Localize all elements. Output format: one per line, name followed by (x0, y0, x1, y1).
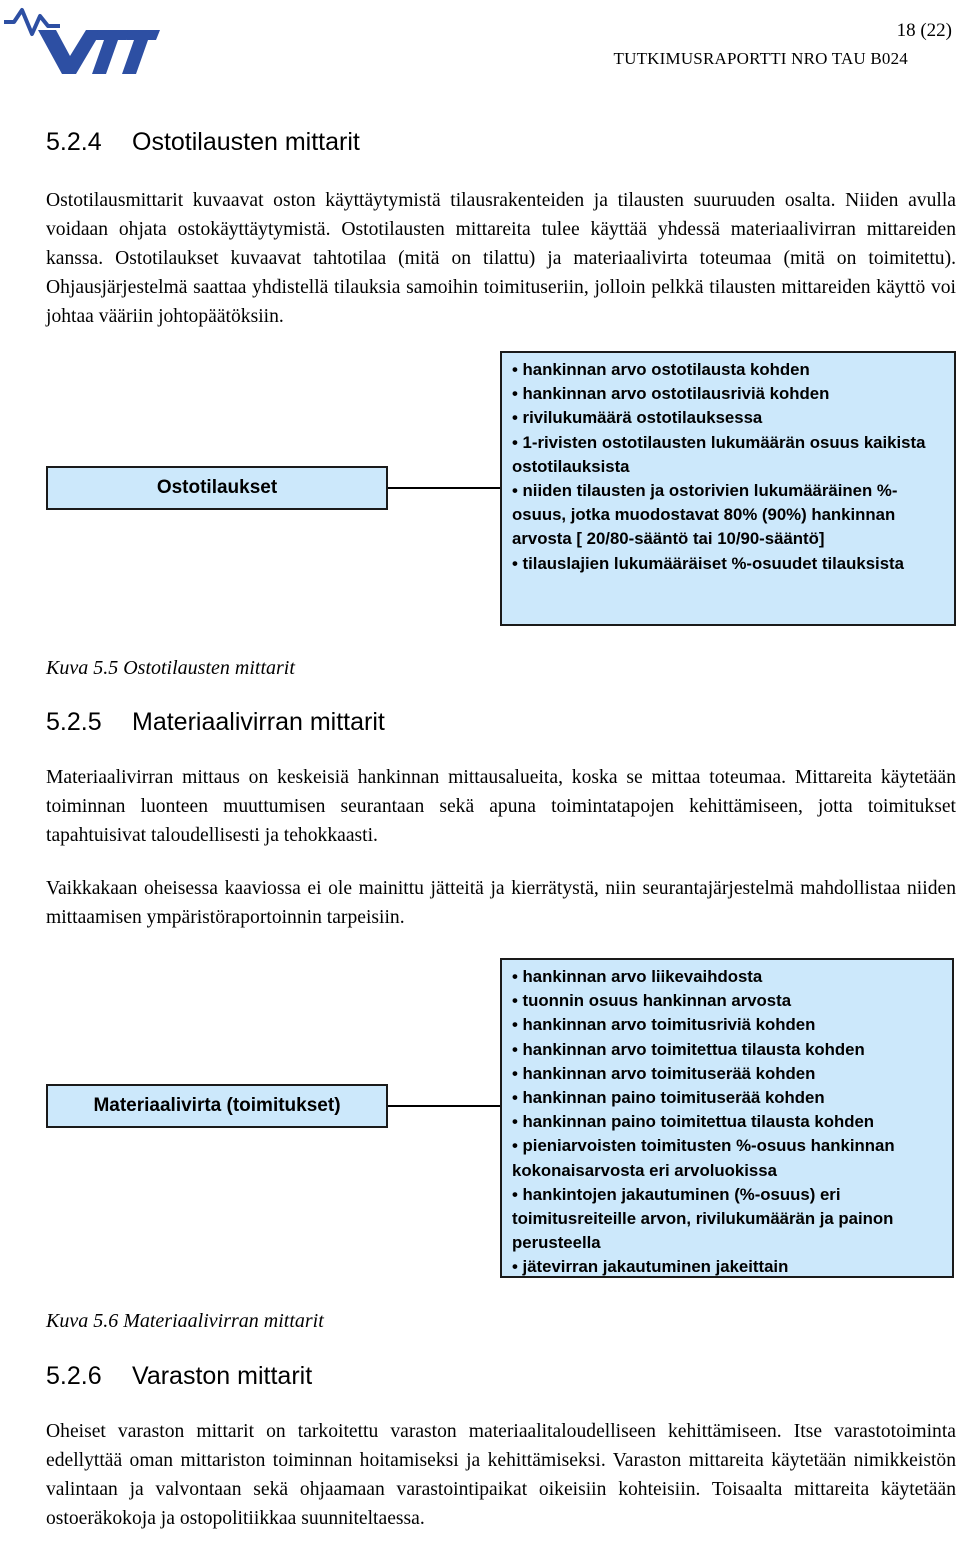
section-number: 5.2.4 (46, 128, 102, 156)
page-number: 18 (22) (896, 20, 952, 41)
section-heading-524 (46, 128, 360, 157)
section-title: Materiaalivirran mittarit (132, 708, 385, 736)
logo-letter-v (38, 30, 102, 74)
list-item: • jätevirran jakautuminen jakeittain (512, 1257, 789, 1277)
figure-caption-55: Kuva 5.5 Ostotilausten mittarit (46, 657, 295, 679)
vtt-logo (0, 0, 170, 80)
section-number: 5.2.6 (46, 1362, 102, 1390)
list-item: • hankintojen jakautuminen (%-osuus) eri toimitusreiteille arvon, rivilukumäärän ja painon perusteella (512, 1184, 894, 1253)
section-heading-526 (46, 1362, 312, 1391)
section-heading-525 (46, 708, 385, 737)
list-item: • pieniarvoisten toimitusten %-osuus hankinnan kokonaisarvosta eri arvoluokissa (512, 1136, 895, 1180)
figure-caption-56: Kuva 5.6 Materiaalivirran mittarit (46, 1310, 324, 1332)
section-number: 5.2.5 (46, 708, 102, 736)
list-item: • hankinnan paino toimituserää kohden (512, 1088, 825, 1108)
list-item: • hankinnan arvo toimitusriviä kohden (512, 1015, 816, 1035)
ostotilaukset-box: Ostotilaukset (46, 466, 388, 510)
list-item: • niiden tilausten ja ostorivien lukumääräinen %-osuus, jotka muodostavat 80% (90%) hankinnan arvosta [ 20/80-sääntö tai 10/90-sääntö] (512, 481, 898, 549)
list-item: • tilauslajien lukumääräiset %-osuudet tilauksista (512, 553, 904, 573)
logo-letter-t2 (122, 30, 160, 74)
connector-line (388, 1105, 501, 1107)
report-id: TUTKIMUSRAPORTTI NRO TAU B024 (613, 49, 908, 68)
connector-line (388, 487, 501, 489)
list-item: • hankinnan arvo liikevaihdosta (512, 967, 763, 986)
ostotilaukset-metrics-box (500, 351, 956, 626)
list-item: • hankinnan arvo toimitettua tilausta kohden (512, 1039, 865, 1059)
list-item: • hankinnan arvo toimituserää kohden (512, 1063, 816, 1083)
list-item: • hankinnan paino toimitettua tilausta kohden (512, 1112, 875, 1132)
section-title: Varaston mittarit (132, 1362, 313, 1390)
paragraph-525-1: Materiaalivirran mittaus on keskeisiä hankinnan mittausalueita, koska se mittaa toteumaa. Mittareita käytetään toiminnan luonteen muuttumisen seurantaan sekä apuna toimintatapojen kehittämiseen, jotta toimitukset tapahtuisivat taloudellisesti ja tehokkaasti. (46, 767, 956, 846)
section-title: Ostotilausten mittarit (132, 128, 360, 156)
list-item: • 1-rivisten ostotilausten lukumäärän osuus kaikista ostotilauksista (512, 432, 926, 476)
paragraph-526: Oheiset varaston mittarit on tarkoitettu varaston materiaalitaloudelliseen kehittämiseen. Itse varastotoiminta edellyttää oman mittariston toiminnan hoitamiseksi ja kehittämiseksi. Varaston mittareita käytetään nimikkeistön valintaan ja valvontaan sekä ohjaamaan varastointipaikat oikeisiin kohteisiin. Toisaalta mittareita käytetään ostoeräkokoja ja ostopolitiikkaa suunniteltaessa. (46, 1421, 956, 1529)
list-item: • tuonnin osuus hankinnan arvosta (512, 991, 792, 1011)
list-item: • rivilukumäärä ostotilauksessa (512, 408, 763, 428)
logo-letter-t1 (92, 30, 130, 74)
list-item: • hankinnan arvo ostotilausta kohden (512, 360, 810, 379)
materiaalivirta-box: Materiaalivirta (toimitukset) (46, 1084, 388, 1128)
paragraph-525-2: Vaikkakaan oheisessa kaaviossa ei ole mainittu jätteitä ja kierrätystä, niin seurantajärjestelmä mahdollistaa niiden mittaamisen ympäristöraportoinnin tarpeisiin. (46, 878, 956, 928)
list-item: • hankinnan arvo ostotilausriviä kohden (512, 384, 830, 404)
materiaalivirta-metrics-box (500, 958, 954, 1278)
paragraph-524: Ostotilausmittarit kuvaavat oston käyttäytymistä tilausrakenteiden ja tilausten suuruuden osalta. Niiden avulla voidaan ohjata ostokäyttäytymistä. Ostotilausten mittareita tulee käyttää yhdessä materiaalivirran mittareiden kanssa. Ostotilaukset kuvaavat tahtotilaa (mitä on tilattu) ja materiaalivirta toteumaa (mitä on toimitettu). Ohjausjärjestelmä saattaa yhdistellä tilauksia samoihin toimituseriin, jolloin pelkkä tilausten mittareiden käyttö voi johtaa vääriin johtopäätöksiin. (46, 190, 956, 327)
